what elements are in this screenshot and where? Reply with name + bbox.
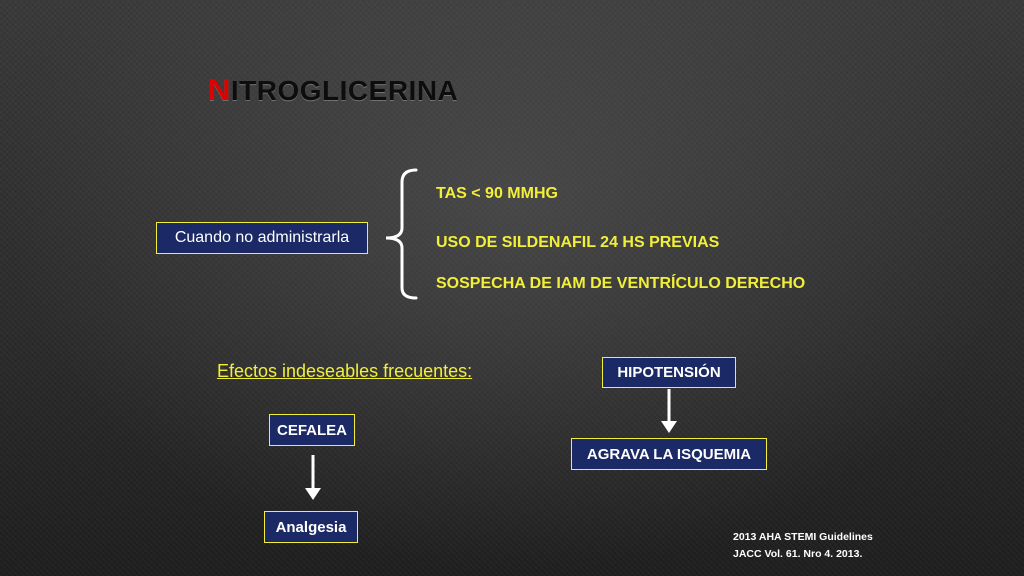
condition-tas: TAS < 90 MMHG [436, 185, 558, 202]
title-first-letter: N [208, 72, 231, 107]
agrava-isquemia-box [571, 438, 767, 470]
arrow-left-head [305, 488, 321, 500]
analgesia-box [264, 511, 358, 543]
reference-line-2: JACC Vol. 61. Nro 4. 2013. [733, 548, 863, 560]
reference-line-1: 2013 AHA STEMI Guidelines [733, 531, 873, 543]
effects-heading: Efectos indeseables frecuentes: [217, 361, 473, 381]
agrava-isquemia-label: AGRAVA LA ISQUEMIA [586, 445, 752, 463]
title-rest: ITROGLICERINA [230, 75, 459, 106]
analgesia-label: Analgesia [275, 518, 347, 536]
cefalea-box [269, 414, 355, 446]
cefalea-label: CEFALEA [276, 421, 347, 439]
condition-iam-vd: SOSPECHA DE IAM DE VENTRÍCULO DERECHO [436, 275, 806, 292]
condition-sildenafil: USO DE SILDENAFIL 24 HS PREVIAS [436, 234, 720, 251]
arrow-right-head [661, 421, 677, 433]
hipotension-label: HIPOTENSIÓN [617, 364, 721, 381]
hipotension-box [602, 357, 736, 388]
when-not-administer-label: Cuando no administrarla [174, 229, 350, 246]
curly-brace [386, 170, 416, 298]
